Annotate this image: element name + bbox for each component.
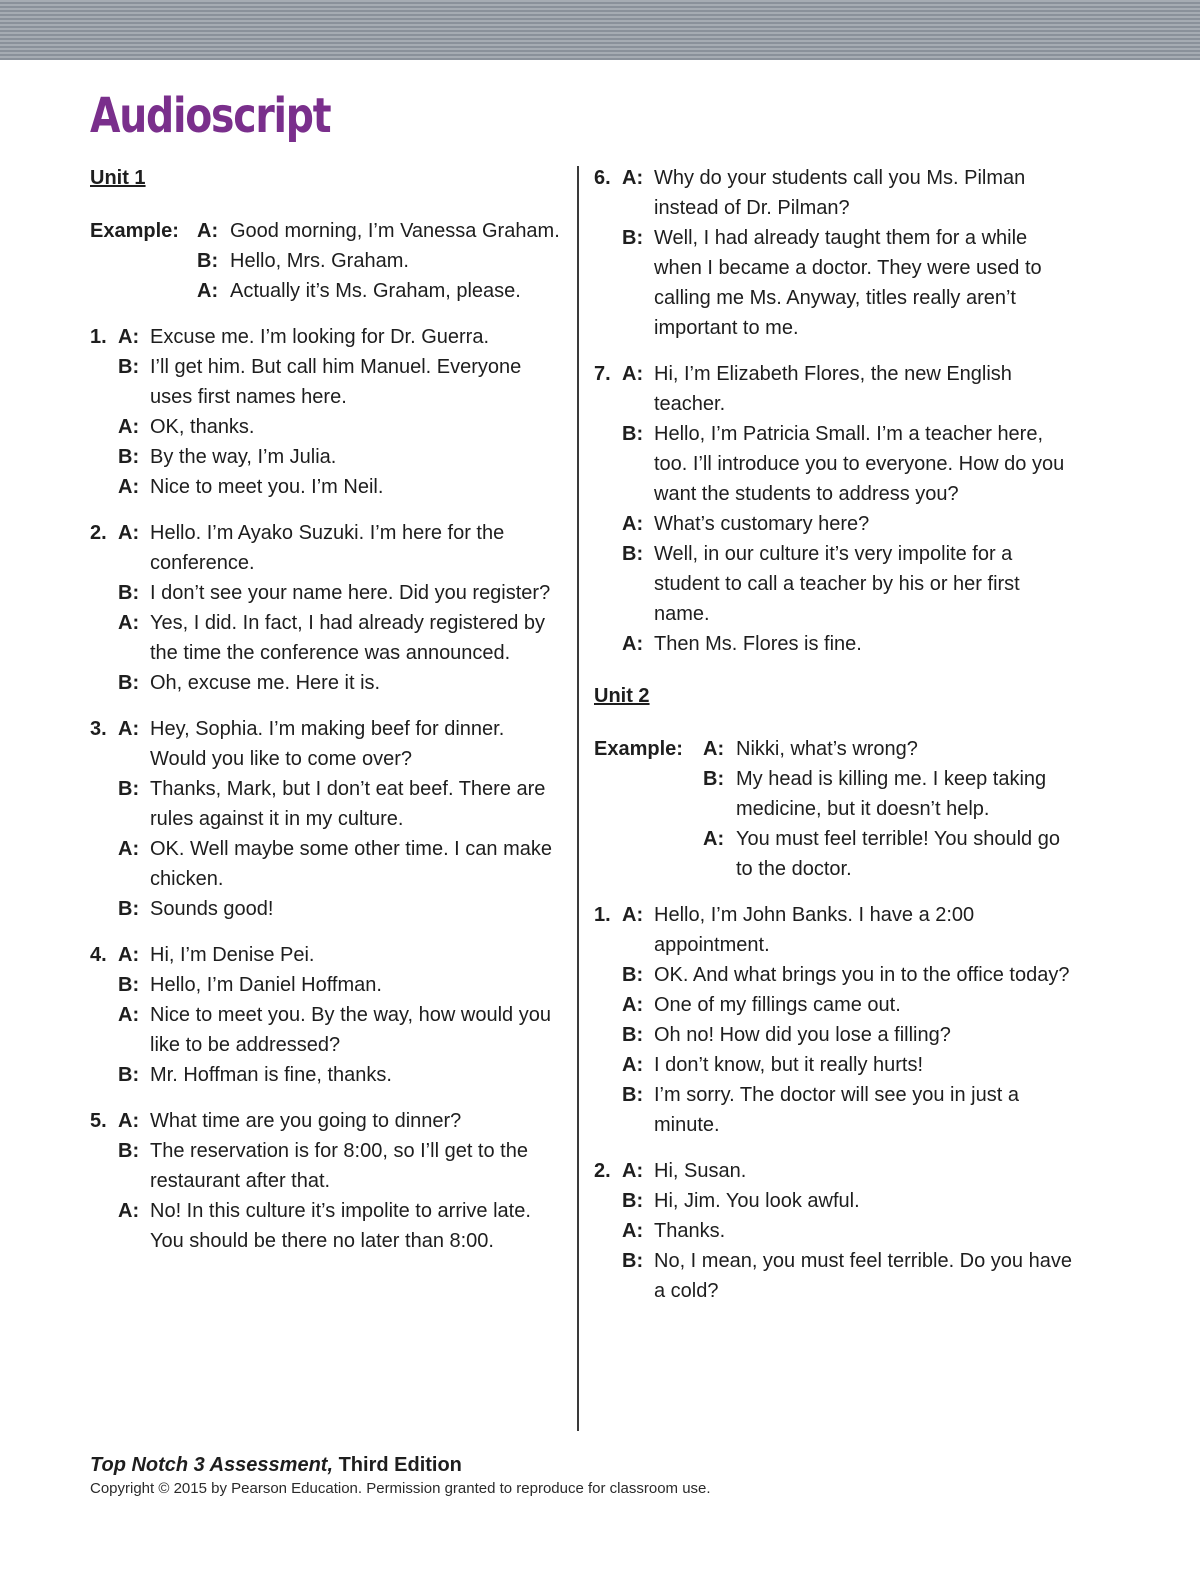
line-text: Actually it’s Ms. Graham, please. (230, 280, 521, 302)
line-text: Sounds good! (150, 898, 274, 920)
dialogue-line (90, 668, 565, 698)
line-text: Hello, I’m Daniel Hoffman. (150, 974, 382, 996)
speaker-label: A: (703, 828, 725, 850)
dialogue-line (594, 509, 1074, 539)
speaker-label: B: (622, 543, 644, 565)
dialogue-line (594, 824, 1074, 884)
dialogue-item (594, 359, 1074, 659)
dialogue-line (594, 163, 1074, 223)
dialogue-line (90, 578, 565, 608)
dialogue-line (90, 246, 565, 276)
line-text: Hi, I’m Elizabeth Flores, the new English teacher. (654, 363, 1012, 415)
line-text: Oh no! How did you lose a filling? (654, 1024, 951, 1046)
top-header-band (0, 0, 1200, 60)
line-text: One of my fillings came out. (654, 994, 901, 1016)
speaker-label: A: (118, 838, 140, 860)
speaker-label: B: (197, 250, 219, 272)
line-text: I’ll get him. But call him Manuel. Everyone uses first names here. (150, 356, 522, 408)
dialogue-line (90, 940, 565, 970)
dialogue-line (90, 1196, 565, 1256)
speaker-label: A: (118, 416, 140, 438)
dialogue-line (90, 1000, 565, 1060)
speaker-label: B: (622, 1190, 644, 1212)
speaker-label: A: (622, 1220, 644, 1242)
footer-copyright: Copyright © 2015 by Pearson Education. Permission granted to reproduce for classroom use. (90, 1480, 711, 1497)
speaker-label: B: (118, 778, 140, 800)
right-column (594, 163, 1074, 1322)
example-dialogue (594, 734, 1074, 884)
dialogue-line (594, 1020, 1074, 1050)
speaker-label: A: (622, 904, 644, 926)
speaker-label: B: (118, 356, 140, 378)
speaker-label: A: (622, 1054, 644, 1076)
line-text: Hi, I’m Denise Pei. (150, 944, 315, 966)
dialogue-line (90, 216, 565, 246)
item-number: 5. (90, 1110, 107, 1132)
line-text: Oh, excuse me. Here it is. (150, 672, 381, 694)
line-text: OK, thanks. (150, 416, 255, 438)
dialogue-item (594, 1156, 1074, 1306)
dialogue-line (594, 539, 1074, 629)
line-text: My head is killing me. I keep taking medicine, but it doesn’t help. (736, 768, 1047, 820)
line-text: Well, in our culture it’s very impolite for a student to call a teacher by his or her first name. (654, 543, 1020, 625)
speaker-label: A: (118, 326, 140, 348)
line-text: You must feel terrible! You should go to the doctor. (736, 828, 1060, 880)
speaker-label: B: (703, 768, 725, 790)
speaker-label: B: (622, 423, 644, 445)
line-text: Thanks, Mark, but I don’t eat beef. There are rules against it in my culture. (150, 778, 546, 830)
line-text: Hi, Susan. (654, 1160, 747, 1182)
speaker-label: B: (118, 446, 140, 468)
dialogue-item (90, 322, 565, 502)
speaker-label: B: (622, 227, 644, 249)
line-text: What time are you going to dinner? (150, 1110, 462, 1132)
dialogue-item (90, 518, 565, 698)
item-number: 2. (594, 1160, 611, 1182)
speaker-label: B: (118, 672, 140, 694)
speaker-label: B: (118, 898, 140, 920)
speaker-label: B: (622, 1250, 644, 1272)
line-text: OK. And what brings you in to the office today? (654, 964, 1070, 986)
dialogue-line (90, 442, 565, 472)
column-divider (577, 166, 579, 1431)
dialogue-line (594, 1216, 1074, 1246)
dialogue-line (594, 960, 1074, 990)
line-text: Hi, Jim. You look awful. (654, 1190, 860, 1212)
dialogue-line (594, 223, 1074, 343)
speaker-label: A: (622, 363, 644, 385)
example-label: Example: (90, 220, 179, 242)
dialogue-line (594, 734, 1074, 764)
speaker-label: B: (118, 582, 140, 604)
dialogue-line (594, 1080, 1074, 1140)
item-number: 1. (90, 326, 107, 348)
line-text: I don’t see your name here. Did you register? (150, 582, 551, 604)
speaker-label: A: (118, 522, 140, 544)
line-text: Excuse me. I’m looking for Dr. Guerra. (150, 326, 490, 348)
line-text: Nikki, what’s wrong? (736, 738, 918, 760)
speaker-label: B: (622, 1084, 644, 1106)
dialogue-line (90, 970, 565, 1000)
example-dialogue (90, 216, 565, 306)
line-text: Then Ms. Flores is fine. (654, 633, 862, 655)
item-number: 3. (90, 718, 107, 740)
speaker-label: A: (622, 994, 644, 1016)
dialogue-line (594, 900, 1074, 960)
speaker-label: A: (622, 167, 644, 189)
line-text: OK. Well maybe some other time. I can make chicken. (150, 838, 553, 890)
speaker-label: A: (197, 280, 219, 302)
line-text: What’s customary here? (654, 513, 870, 535)
dialogue-line (90, 894, 565, 924)
dialogue-line (594, 629, 1074, 659)
footer-book-name: Top Notch 3 Assessment, (90, 1454, 334, 1476)
speaker-label: A: (622, 1160, 644, 1182)
line-text: Yes, I did. In fact, I had already registered by the time the conference was announced. (150, 612, 546, 664)
unit-heading: Unit 1 (90, 167, 146, 189)
line-text: Nice to meet you. By the way, how would you like to be addressed? (150, 1004, 551, 1056)
dialogue-line (90, 472, 565, 502)
footer-edition: Third Edition (333, 1454, 462, 1476)
line-text: Why do your students call you Ms. Pilman instead of Dr. Pilman? (654, 167, 1026, 219)
dialogue-line (90, 276, 565, 306)
speaker-label: B: (118, 974, 140, 996)
line-text: Hello, Mrs. Graham. (230, 250, 409, 272)
dialogue-item (594, 900, 1074, 1140)
example-label: Example: (594, 738, 683, 760)
speaker-label: A: (118, 718, 140, 740)
line-text: Hey, Sophia. I’m making beef for dinner. Would you like to come over? (150, 718, 505, 770)
line-text: Thanks. (654, 1220, 726, 1242)
speaker-label: A: (118, 1110, 140, 1132)
page-title: Audioscript (90, 88, 331, 144)
dialogue-line (594, 419, 1074, 509)
dialogue-line (90, 834, 565, 894)
item-number: 7. (594, 363, 611, 385)
dialogue-line (90, 1106, 565, 1136)
speaker-label: A: (118, 1200, 140, 1222)
speaker-label: B: (622, 1024, 644, 1046)
footer-book-title (90, 1452, 462, 1478)
line-text: Hello. I’m Ayako Suzuki. I’m here for the conference. (150, 522, 505, 574)
dialogue-line (90, 1060, 565, 1090)
line-text: Well, I had already taught them for a while when I became a doctor. They were used to calling me Ms. Anyway, titles really aren’t important to me. (654, 227, 1042, 339)
dialogue-line (90, 714, 565, 774)
dialogue-line (90, 1136, 565, 1196)
dialogue-line (594, 1246, 1074, 1306)
speaker-label: A: (118, 476, 140, 498)
line-text: No! In this culture it’s impolite to arrive late. You should be there no later than 8:00. (150, 1200, 531, 1252)
speaker-label: B: (118, 1140, 140, 1162)
line-text: The reservation is for 8:00, so I’ll get to the restaurant after that. (150, 1140, 528, 1192)
line-text: I don’t know, but it really hurts! (654, 1054, 924, 1076)
dialogue-item (90, 1106, 565, 1256)
dialogue-line (90, 608, 565, 668)
item-number: 4. (90, 944, 107, 966)
speaker-label: B: (118, 1064, 140, 1086)
line-text: Hello, I’m Patricia Small. I’m a teacher here, too. I’ll introduce you to everyone. How do you want the students to address you? (654, 423, 1065, 505)
speaker-label: B: (622, 964, 644, 986)
line-text: By the way, I’m Julia. (150, 446, 337, 468)
item-number: 6. (594, 167, 611, 189)
line-text: Hello, I’m John Banks. I have a 2:00 appointment. (654, 904, 975, 956)
speaker-label: A: (622, 513, 644, 535)
speaker-label: A: (118, 944, 140, 966)
dialogue-line (594, 990, 1074, 1020)
speaker-label: A: (703, 738, 725, 760)
speaker-label: A: (622, 633, 644, 655)
dialogue-line (594, 1186, 1074, 1216)
dialogue-line (594, 1050, 1074, 1080)
item-number: 2. (90, 522, 107, 544)
line-text: Good morning, I’m Vanessa Graham. (230, 220, 560, 242)
speaker-label: A: (197, 220, 219, 242)
line-text: No, I mean, you must feel terrible. Do you have a cold? (654, 1250, 1072, 1302)
line-text: Mr. Hoffman is fine, thanks. (150, 1064, 392, 1086)
dialogue-line (90, 322, 565, 352)
dialogue-line (594, 359, 1074, 419)
dialogue-line (90, 518, 565, 578)
speaker-label: A: (118, 1004, 140, 1026)
dialogue-item (90, 714, 565, 924)
dialogue-line (90, 352, 565, 412)
unit-heading: Unit 2 (594, 685, 650, 707)
line-text: I’m sorry. The doctor will see you in just a minute. (654, 1084, 1019, 1136)
dialogue-line (90, 774, 565, 834)
speaker-label: A: (118, 612, 140, 634)
item-number: 1. (594, 904, 611, 926)
dialogue-line (90, 412, 565, 442)
dialogue-line (594, 764, 1074, 824)
dialogue-item (594, 163, 1074, 343)
left-column (90, 163, 565, 1272)
dialogue-item (90, 940, 565, 1090)
dialogue-line (594, 1156, 1074, 1186)
line-text: Nice to meet you. I’m Neil. (150, 476, 384, 498)
